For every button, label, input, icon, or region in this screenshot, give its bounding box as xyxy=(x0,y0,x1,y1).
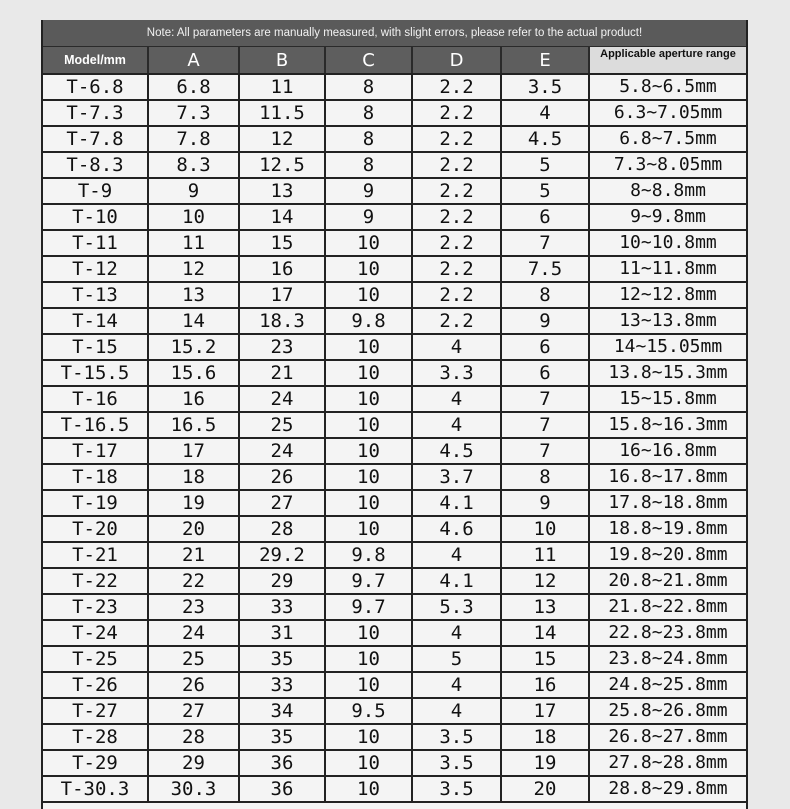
cell-b: 12.5 xyxy=(239,152,325,178)
cell-b: 12 xyxy=(239,126,325,152)
cell-b: 21 xyxy=(239,360,325,386)
cell-model: T-10 xyxy=(43,204,148,230)
cell-b: 15 xyxy=(239,230,325,256)
cell-c: 10 xyxy=(325,230,412,256)
cell-e: 15 xyxy=(501,646,589,672)
cell-aperture-range: 20.8~21.8mm xyxy=(589,568,746,594)
cell-c: 9 xyxy=(325,204,412,230)
cell-a: 19 xyxy=(148,490,239,516)
cell-b: 13 xyxy=(239,178,325,204)
table-row xyxy=(43,724,746,750)
cell-a: 24 xyxy=(148,620,239,646)
header-e: E xyxy=(501,47,589,74)
cell-b: 33 xyxy=(239,594,325,620)
header-a: A xyxy=(148,47,239,74)
cell-aperture-range: 16~16.8mm xyxy=(589,438,746,464)
table-row xyxy=(43,282,746,308)
cell-aperture-range: 8~8.8mm xyxy=(589,178,746,204)
cell-e: 20 xyxy=(501,776,589,802)
table-row xyxy=(43,152,746,178)
cell-d: 4 xyxy=(412,542,501,568)
cell-e: 13 xyxy=(501,594,589,620)
cell-model: T-27 xyxy=(43,698,148,724)
table-row xyxy=(43,594,746,620)
table-row xyxy=(43,386,746,412)
cell-aperture-range: 18.8~19.8mm xyxy=(589,516,746,542)
cell-e: 7 xyxy=(501,386,589,412)
cell-c: 10 xyxy=(325,360,412,386)
cell-aperture-range: 6.3~7.05mm xyxy=(589,100,746,126)
cell-model: T-6.8 xyxy=(43,74,148,100)
cell-d: 4.1 xyxy=(412,568,501,594)
table-row xyxy=(43,568,746,594)
cell-a: 13 xyxy=(148,282,239,308)
cell-aperture-range: 17.8~18.8mm xyxy=(589,490,746,516)
header-b: B xyxy=(239,47,325,74)
cell-model: T-12 xyxy=(43,256,148,282)
cell-a: 14 xyxy=(148,308,239,334)
cell-aperture-range: 11~11.8mm xyxy=(589,256,746,282)
cell-e: 9 xyxy=(501,308,589,334)
cell-aperture-range: 27.8~28.8mm xyxy=(589,750,746,776)
table-body xyxy=(43,74,746,802)
cell-d: 2.2 xyxy=(412,230,501,256)
cell-b: 35 xyxy=(239,646,325,672)
cell-b: 31 xyxy=(239,620,325,646)
cell-aperture-range: 26.8~27.8mm xyxy=(589,724,746,750)
cell-e: 14 xyxy=(501,620,589,646)
cell-model: T-30.3 xyxy=(43,776,148,802)
cell-e: 7 xyxy=(501,438,589,464)
cell-c: 10 xyxy=(325,490,412,516)
cell-d: 4.5 xyxy=(412,438,501,464)
table-row xyxy=(43,698,746,724)
cell-b: 28 xyxy=(239,516,325,542)
cell-b: 35 xyxy=(239,724,325,750)
cell-e: 9 xyxy=(501,490,589,516)
cell-a: 10 xyxy=(148,204,239,230)
cell-b: 25 xyxy=(239,412,325,438)
cell-aperture-range: 21.8~22.8mm xyxy=(589,594,746,620)
cell-model: T-22 xyxy=(43,568,148,594)
cell-aperture-range: 6.8~7.5mm xyxy=(589,126,746,152)
cell-b: 11 xyxy=(239,74,325,100)
cell-e: 4 xyxy=(501,100,589,126)
cell-model: T-13 xyxy=(43,282,148,308)
cell-e: 5 xyxy=(501,178,589,204)
cell-model: T-26 xyxy=(43,672,148,698)
cell-a: 8.3 xyxy=(148,152,239,178)
cell-model: T-25 xyxy=(43,646,148,672)
cell-c: 8 xyxy=(325,126,412,152)
cell-model: T-18 xyxy=(43,464,148,490)
cell-d: 2.2 xyxy=(412,126,501,152)
cell-aperture-range: 28.8~29.8mm xyxy=(589,776,746,802)
cell-e: 19 xyxy=(501,750,589,776)
cell-d: 2.2 xyxy=(412,204,501,230)
cell-d: 2.2 xyxy=(412,282,501,308)
cell-e: 17 xyxy=(501,698,589,724)
cell-a: 28 xyxy=(148,724,239,750)
cell-a: 30.3 xyxy=(148,776,239,802)
cell-e: 12 xyxy=(501,568,589,594)
header-aperture-range: Applicable aperture range xyxy=(589,47,746,74)
cell-aperture-range: 12~12.8mm xyxy=(589,282,746,308)
cell-model: T-28 xyxy=(43,724,148,750)
cell-model: T-29 xyxy=(43,750,148,776)
cell-a: 29 xyxy=(148,750,239,776)
cell-model: T-23 xyxy=(43,594,148,620)
cell-b: 24 xyxy=(239,438,325,464)
cell-aperture-range: 5.8~6.5mm xyxy=(589,74,746,100)
cell-d: 4.6 xyxy=(412,516,501,542)
cell-d: 4 xyxy=(412,672,501,698)
cell-c: 10 xyxy=(325,672,412,698)
table-row xyxy=(43,230,746,256)
table-row xyxy=(43,100,746,126)
cell-c: 10 xyxy=(325,620,412,646)
cell-c: 9.8 xyxy=(325,308,412,334)
cell-aperture-range: 15~15.8mm xyxy=(589,386,746,412)
cell-aperture-range: 24.8~25.8mm xyxy=(589,672,746,698)
cell-aperture-range: 13~13.8mm xyxy=(589,308,746,334)
cell-e: 5 xyxy=(501,152,589,178)
cell-b: 29 xyxy=(239,568,325,594)
cell-b: 23 xyxy=(239,334,325,360)
cell-c: 9 xyxy=(325,178,412,204)
cell-c: 10 xyxy=(325,256,412,282)
table-row xyxy=(43,308,746,334)
cell-a: 21 xyxy=(148,542,239,568)
cell-aperture-range: 16.8~17.8mm xyxy=(589,464,746,490)
cell-e: 11 xyxy=(501,542,589,568)
cell-c: 10 xyxy=(325,282,412,308)
table-row xyxy=(43,412,746,438)
cell-d: 4 xyxy=(412,334,501,360)
cell-aperture-range: 9~9.8mm xyxy=(589,204,746,230)
cell-c: 10 xyxy=(325,646,412,672)
cell-d: 2.2 xyxy=(412,256,501,282)
cell-c: 10 xyxy=(325,334,412,360)
cell-a: 18 xyxy=(148,464,239,490)
table-row xyxy=(43,672,746,698)
header-row xyxy=(43,47,746,74)
table-row xyxy=(43,360,746,386)
cell-a: 15.6 xyxy=(148,360,239,386)
cell-model: T-7.8 xyxy=(43,126,148,152)
cell-model: T-14 xyxy=(43,308,148,334)
header-model: Model/mm xyxy=(43,47,148,74)
cell-aperture-range: 19.8~20.8mm xyxy=(589,542,746,568)
cell-d: 3.5 xyxy=(412,776,501,802)
cell-b: 26 xyxy=(239,464,325,490)
cell-c: 10 xyxy=(325,750,412,776)
cell-model: T-9 xyxy=(43,178,148,204)
cell-a: 22 xyxy=(148,568,239,594)
cell-model: T-11 xyxy=(43,230,148,256)
cell-d: 2.2 xyxy=(412,308,501,334)
cell-d: 2.2 xyxy=(412,178,501,204)
table-row xyxy=(43,542,746,568)
cell-b: 16 xyxy=(239,256,325,282)
cell-model: T-17 xyxy=(43,438,148,464)
cell-aperture-range: 10~10.8mm xyxy=(589,230,746,256)
cell-a: 20 xyxy=(148,516,239,542)
table-row xyxy=(43,204,746,230)
cell-c: 8 xyxy=(325,100,412,126)
cell-c: 8 xyxy=(325,74,412,100)
cell-d: 5 xyxy=(412,646,501,672)
cell-c: 9.7 xyxy=(325,594,412,620)
cell-b: 11.5 xyxy=(239,100,325,126)
cell-c: 8 xyxy=(325,152,412,178)
cell-d: 2.2 xyxy=(412,100,501,126)
table-row xyxy=(43,438,746,464)
cell-model: T-16.5 xyxy=(43,412,148,438)
table-row xyxy=(43,490,746,516)
cell-e: 10 xyxy=(501,516,589,542)
measurement-note: Note: All parameters are manually measured, with slight errors, please refer to the actual product! xyxy=(43,20,746,47)
table-row xyxy=(43,74,746,100)
cell-a: 25 xyxy=(148,646,239,672)
cell-a: 23 xyxy=(148,594,239,620)
cell-b: 36 xyxy=(239,776,325,802)
cell-model: T-7.3 xyxy=(43,100,148,126)
cell-e: 3.5 xyxy=(501,74,589,100)
cell-a: 27 xyxy=(148,698,239,724)
cell-a: 15.2 xyxy=(148,334,239,360)
cell-e: 6 xyxy=(501,360,589,386)
cell-b: 34 xyxy=(239,698,325,724)
cell-c: 10 xyxy=(325,438,412,464)
cell-d: 2.2 xyxy=(412,152,501,178)
cell-c: 10 xyxy=(325,412,412,438)
header-d: D xyxy=(412,47,501,74)
cell-c: 10 xyxy=(325,516,412,542)
cell-a: 11 xyxy=(148,230,239,256)
cell-model: T-20 xyxy=(43,516,148,542)
cell-model: T-15 xyxy=(43,334,148,360)
cell-model: T-24 xyxy=(43,620,148,646)
cell-c: 10 xyxy=(325,464,412,490)
table-row xyxy=(43,646,746,672)
cell-b: 33 xyxy=(239,672,325,698)
cell-b: 36 xyxy=(239,750,325,776)
cell-b: 14 xyxy=(239,204,325,230)
cell-aperture-range: 22.8~23.8mm xyxy=(589,620,746,646)
cell-model: T-8.3 xyxy=(43,152,148,178)
cell-aperture-range: 15.8~16.3mm xyxy=(589,412,746,438)
cell-b: 17 xyxy=(239,282,325,308)
cell-a: 9 xyxy=(148,178,239,204)
cell-aperture-range: 23.8~24.8mm xyxy=(589,646,746,672)
cell-b: 29.2 xyxy=(239,542,325,568)
table-row xyxy=(43,464,746,490)
cell-aperture-range: 13.8~15.3mm xyxy=(589,360,746,386)
cell-e: 7.5 xyxy=(501,256,589,282)
cell-d: 4 xyxy=(412,412,501,438)
cell-d: 3.7 xyxy=(412,464,501,490)
table-row xyxy=(43,750,746,776)
cell-c: 9.5 xyxy=(325,698,412,724)
cell-d: 4.1 xyxy=(412,490,501,516)
cell-b: 18.3 xyxy=(239,308,325,334)
cell-a: 26 xyxy=(148,672,239,698)
table-row xyxy=(43,516,746,542)
table-row xyxy=(43,776,746,802)
cell-aperture-range: 25.8~26.8mm xyxy=(589,698,746,724)
cell-b: 24 xyxy=(239,386,325,412)
cell-a: 7.8 xyxy=(148,126,239,152)
cell-e: 6 xyxy=(501,204,589,230)
cell-d: 2.2 xyxy=(412,74,501,100)
table-row xyxy=(43,334,746,360)
cell-e: 7 xyxy=(501,412,589,438)
cell-c: 9.7 xyxy=(325,568,412,594)
cell-d: 3.3 xyxy=(412,360,501,386)
spec-sheet xyxy=(41,20,748,809)
cell-model: T-19 xyxy=(43,490,148,516)
cell-c: 10 xyxy=(325,386,412,412)
cell-e: 6 xyxy=(501,334,589,360)
cell-model: T-16 xyxy=(43,386,148,412)
cell-model: T-15.5 xyxy=(43,360,148,386)
cell-d: 4 xyxy=(412,620,501,646)
cell-c: 9.8 xyxy=(325,542,412,568)
cell-e: 16 xyxy=(501,672,589,698)
cell-d: 4 xyxy=(412,698,501,724)
cell-a: 12 xyxy=(148,256,239,282)
cell-aperture-range: 14~15.05mm xyxy=(589,334,746,360)
cell-e: 8 xyxy=(501,282,589,308)
cell-e: 7 xyxy=(501,230,589,256)
cell-a: 6.8 xyxy=(148,74,239,100)
cell-c: 10 xyxy=(325,776,412,802)
cell-e: 8 xyxy=(501,464,589,490)
cell-e: 4.5 xyxy=(501,126,589,152)
table-row xyxy=(43,126,746,152)
cell-a: 16 xyxy=(148,386,239,412)
cell-a: 17 xyxy=(148,438,239,464)
cell-d: 3.5 xyxy=(412,750,501,776)
cell-c: 10 xyxy=(325,724,412,750)
table-row xyxy=(43,256,746,282)
cell-d: 5.3 xyxy=(412,594,501,620)
cell-d: 4 xyxy=(412,386,501,412)
header-c: C xyxy=(325,47,412,74)
cell-a: 16.5 xyxy=(148,412,239,438)
table-row xyxy=(43,178,746,204)
cell-a: 7.3 xyxy=(148,100,239,126)
cell-model: T-21 xyxy=(43,542,148,568)
cell-d: 3.5 xyxy=(412,724,501,750)
table-row xyxy=(43,620,746,646)
cell-aperture-range: 7.3~8.05mm xyxy=(589,152,746,178)
size-table xyxy=(43,47,746,803)
cell-b: 27 xyxy=(239,490,325,516)
cell-e: 18 xyxy=(501,724,589,750)
